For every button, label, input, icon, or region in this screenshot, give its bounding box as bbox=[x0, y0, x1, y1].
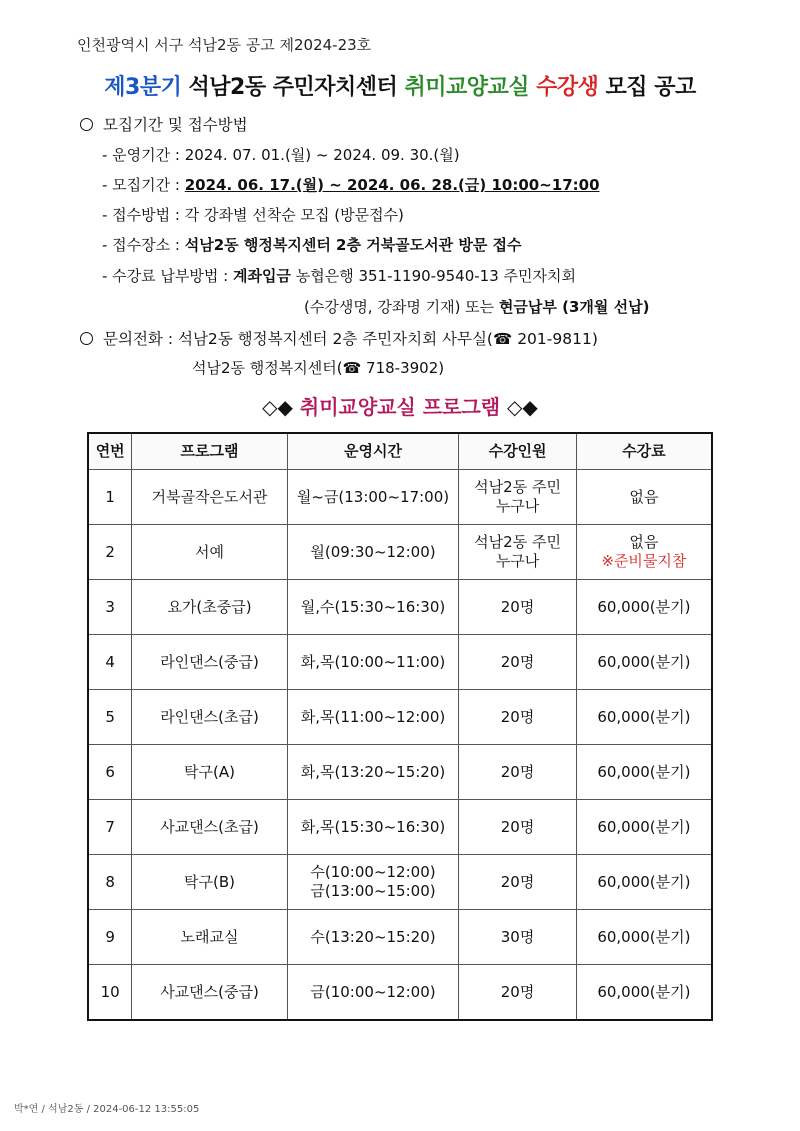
cell-time-time: 화,목(13:20~15:20) bbox=[300, 762, 446, 781]
diamond-right-icon: ◇◆ bbox=[507, 395, 538, 419]
cell-time bbox=[287, 910, 459, 965]
cell-program-name: 거북골작은도서관 bbox=[151, 487, 268, 506]
cell-program-name: 요가(초중급) bbox=[167, 597, 252, 616]
contact-phone-secondary: 석남2동 행정복지센터(☎ 718-3902) bbox=[192, 359, 445, 377]
cell-fee bbox=[576, 800, 712, 855]
cell-time bbox=[287, 580, 459, 635]
operation-period-label: - 운영기간 : bbox=[102, 146, 180, 164]
application-method bbox=[102, 204, 404, 225]
cell-number-no: 4 bbox=[105, 652, 115, 671]
program-title-text: 취미교양교실 프로그램 bbox=[299, 395, 501, 419]
cell-number-no: 5 bbox=[105, 707, 115, 726]
column-header-program: 프로그램 bbox=[132, 433, 287, 470]
application-method-value: 각 강좌별 선착순 모집 (방문접수) bbox=[184, 206, 404, 224]
table-row bbox=[88, 745, 712, 800]
cell-capacity bbox=[459, 745, 576, 800]
table-row bbox=[88, 470, 712, 525]
cell-number bbox=[88, 745, 132, 800]
document-number: 인천광역시 서구 석남2동 공고 제2024-23호 bbox=[77, 36, 372, 54]
table-row bbox=[88, 635, 712, 690]
cell-fee-fee: 60,000(분기) bbox=[597, 817, 691, 836]
column-header-fee: 수강료 bbox=[576, 433, 712, 470]
cell-capacity-capacity2: 누구나 bbox=[495, 497, 540, 515]
cell-number-no: 10 bbox=[100, 982, 120, 1001]
cell-fee-fee: 60,000(분기) bbox=[597, 762, 691, 781]
fee-method-bank: 계좌입금 bbox=[232, 267, 291, 285]
cell-program-name: 서예 bbox=[195, 542, 224, 561]
cell-time-time: 금(10:00~12:00) bbox=[310, 982, 436, 1001]
cell-fee bbox=[576, 525, 712, 580]
title-students: 수강생 bbox=[528, 75, 599, 100]
cell-capacity-capacity: 20명 bbox=[500, 762, 535, 781]
cell-number-no: 3 bbox=[105, 597, 115, 616]
fee-method-cash: 현금납부 bbox=[498, 298, 557, 316]
cell-program bbox=[132, 800, 287, 855]
print-footer: 박*연 / 석남2동 / 2024-06-12 13:55:05 bbox=[14, 1104, 200, 1115]
cell-number-no: 8 bbox=[105, 872, 115, 891]
cell-capacity bbox=[459, 800, 576, 855]
cell-time bbox=[287, 635, 459, 690]
table-row bbox=[88, 690, 712, 745]
cell-number-no: 9 bbox=[105, 927, 115, 946]
cell-capacity-capacity: 20명 bbox=[500, 597, 535, 616]
cell-capacity-capacity2: 누구나 bbox=[495, 552, 540, 570]
cell-number bbox=[88, 580, 132, 635]
cell-number bbox=[88, 910, 132, 965]
cell-program bbox=[132, 855, 287, 910]
cell-program bbox=[132, 525, 287, 580]
fee-payment-note bbox=[304, 296, 649, 317]
cell-time-time: 화,목(10:00~11:00) bbox=[300, 652, 446, 671]
fee-payment bbox=[102, 265, 576, 286]
cell-fee-fee: 60,000(분기) bbox=[597, 982, 691, 1001]
cell-program bbox=[132, 910, 287, 965]
cell-number bbox=[88, 690, 132, 745]
cell-time bbox=[287, 470, 459, 525]
cell-program-name: 사교댄스(초급) bbox=[160, 817, 259, 836]
page-title bbox=[0, 70, 800, 101]
recruit-period-label: - 모집기간 : bbox=[102, 176, 180, 194]
recruit-period bbox=[102, 174, 600, 195]
cell-fee bbox=[576, 965, 712, 1021]
circle-bullet-icon bbox=[80, 118, 93, 131]
cell-program-name: 탁구(A) bbox=[184, 762, 235, 781]
cell-program bbox=[132, 635, 287, 690]
fee-account: 농협은행 351-1190-9540-13 주민자치회 bbox=[290, 267, 576, 285]
table-header-row bbox=[88, 433, 712, 470]
cell-program-name: 라인댄스(중급) bbox=[160, 652, 259, 671]
cell-time-time: 화,목(11:00~12:00) bbox=[300, 707, 446, 726]
cell-fee-fee: 60,000(분기) bbox=[597, 872, 691, 891]
application-place-label: - 접수장소 : bbox=[102, 236, 180, 254]
cell-number-no: 2 bbox=[105, 542, 115, 561]
column-header-capacity: 수강인원 bbox=[459, 433, 576, 470]
cell-time bbox=[287, 525, 459, 580]
application-place-value: 석남2동 행정복지센터 2층 거북골도서관 방문 접수 bbox=[184, 236, 522, 254]
circle-bullet-icon bbox=[80, 332, 93, 345]
contact-phone-main: 문의전화 : 석남2동 행정복지센터 2층 주민자치회 사무실(☎ 201-9811) bbox=[103, 330, 598, 348]
cell-fee bbox=[576, 745, 712, 800]
cell-capacity-capacity: 20명 bbox=[500, 982, 535, 1001]
fee-payment-label: - 수강료 납부방법 : bbox=[102, 267, 229, 285]
table-row bbox=[88, 910, 712, 965]
cell-program bbox=[132, 470, 287, 525]
program-table bbox=[87, 432, 713, 1021]
title-notice: 모집 공고 bbox=[598, 75, 696, 100]
cell-capacity bbox=[459, 635, 576, 690]
cell-program-name: 사교댄스(중급) bbox=[160, 982, 259, 1001]
cell-capacity bbox=[459, 910, 576, 965]
cell-number bbox=[88, 470, 132, 525]
cell-program bbox=[132, 690, 287, 745]
cell-time-time: 화,목(15:30~16:30) bbox=[300, 817, 446, 836]
section-recruitment-label: 모집기간 및 접수방법 bbox=[103, 116, 248, 134]
table-row bbox=[88, 525, 712, 580]
cell-fee-fee-note: ※준비물지참 bbox=[601, 552, 687, 570]
cell-capacity bbox=[459, 470, 576, 525]
operation-period-value: 2024. 07. 01.(월) ~ 2024. 09. 30.(월) bbox=[184, 146, 460, 164]
table-row bbox=[88, 800, 712, 855]
cell-capacity-capacity: 30명 bbox=[500, 927, 535, 946]
table-row bbox=[88, 580, 712, 635]
cell-fee-fee: 60,000(분기) bbox=[597, 707, 691, 726]
section-recruitment-heading bbox=[80, 113, 248, 135]
title-center: 석남2동 주민자치센터 bbox=[181, 75, 405, 100]
title-quarter: 제3분기 bbox=[104, 75, 182, 100]
table-row bbox=[88, 855, 712, 910]
cell-program-name: 탁구(B) bbox=[184, 872, 235, 891]
cell-capacity bbox=[459, 855, 576, 910]
cell-time-time: 월,수(15:30~16:30) bbox=[300, 597, 446, 616]
cell-time bbox=[287, 965, 459, 1021]
cell-capacity bbox=[459, 525, 576, 580]
cell-number bbox=[88, 800, 132, 855]
cell-program bbox=[132, 580, 287, 635]
cell-number-no: 6 bbox=[105, 762, 115, 781]
cell-fee-fee: 없음 bbox=[629, 533, 659, 551]
recruit-period-value: 2024. 06. 17.(월) ~ 2024. 06. 28.(금) 10:00~17:00 bbox=[184, 176, 600, 194]
cell-time-time: 월(09:30~12:00) bbox=[310, 542, 436, 561]
fee-advance: (3개월 선납) bbox=[556, 298, 650, 316]
cell-time-time: 수(13:20~15:20) bbox=[310, 927, 436, 946]
cell-program bbox=[132, 965, 287, 1021]
cell-fee-fee: 60,000(분기) bbox=[597, 597, 691, 616]
cell-capacity-capacity: 20명 bbox=[500, 872, 535, 891]
application-method-label: - 접수방법 : bbox=[102, 206, 180, 224]
cell-fee bbox=[576, 635, 712, 690]
section-contact-heading bbox=[80, 327, 598, 349]
fee-note-text: (수강생명, 강좌명 기재) 또는 bbox=[304, 298, 499, 316]
cell-time-time: 월~금(13:00~17:00) bbox=[296, 487, 450, 506]
cell-number bbox=[88, 965, 132, 1021]
table-row bbox=[88, 965, 712, 1021]
cell-time bbox=[287, 855, 459, 910]
cell-capacity-capacity: 석남2동 주민 bbox=[474, 478, 561, 496]
cell-capacity-capacity: 20명 bbox=[500, 707, 535, 726]
cell-number bbox=[88, 635, 132, 690]
cell-fee-fee: 60,000(분기) bbox=[597, 652, 691, 671]
title-program: 취미교양교실 bbox=[404, 75, 529, 100]
cell-fee bbox=[576, 690, 712, 745]
cell-fee bbox=[576, 910, 712, 965]
cell-capacity bbox=[459, 965, 576, 1021]
cell-time bbox=[287, 745, 459, 800]
cell-number-no: 7 bbox=[105, 817, 115, 836]
cell-program-name: 노래교실 bbox=[180, 927, 239, 946]
column-header-number: 연번 bbox=[88, 433, 132, 470]
cell-time-time2: 금(13:00~15:00) bbox=[310, 882, 436, 900]
cell-time bbox=[287, 800, 459, 855]
cell-fee bbox=[576, 470, 712, 525]
cell-capacity bbox=[459, 580, 576, 635]
cell-program-name: 라인댄스(초급) bbox=[160, 707, 259, 726]
column-header-time: 운영시간 bbox=[287, 433, 459, 470]
cell-number bbox=[88, 855, 132, 910]
cell-fee bbox=[576, 855, 712, 910]
cell-capacity bbox=[459, 690, 576, 745]
cell-fee-fee: 60,000(분기) bbox=[597, 927, 691, 946]
cell-time-time: 수(10:00~12:00) bbox=[310, 863, 436, 881]
diamond-left-icon: ◇◆ bbox=[262, 395, 293, 419]
cell-number-no: 1 bbox=[105, 487, 115, 506]
cell-fee bbox=[576, 580, 712, 635]
application-place bbox=[102, 234, 522, 255]
cell-capacity-capacity: 석남2동 주민 bbox=[474, 533, 561, 551]
cell-fee-fee: 없음 bbox=[629, 487, 659, 506]
cell-number bbox=[88, 525, 132, 580]
program-title bbox=[0, 391, 800, 420]
cell-time bbox=[287, 690, 459, 745]
cell-capacity-capacity: 20명 bbox=[500, 652, 535, 671]
cell-capacity-capacity: 20명 bbox=[500, 817, 535, 836]
operation-period bbox=[102, 144, 460, 165]
cell-program bbox=[132, 745, 287, 800]
